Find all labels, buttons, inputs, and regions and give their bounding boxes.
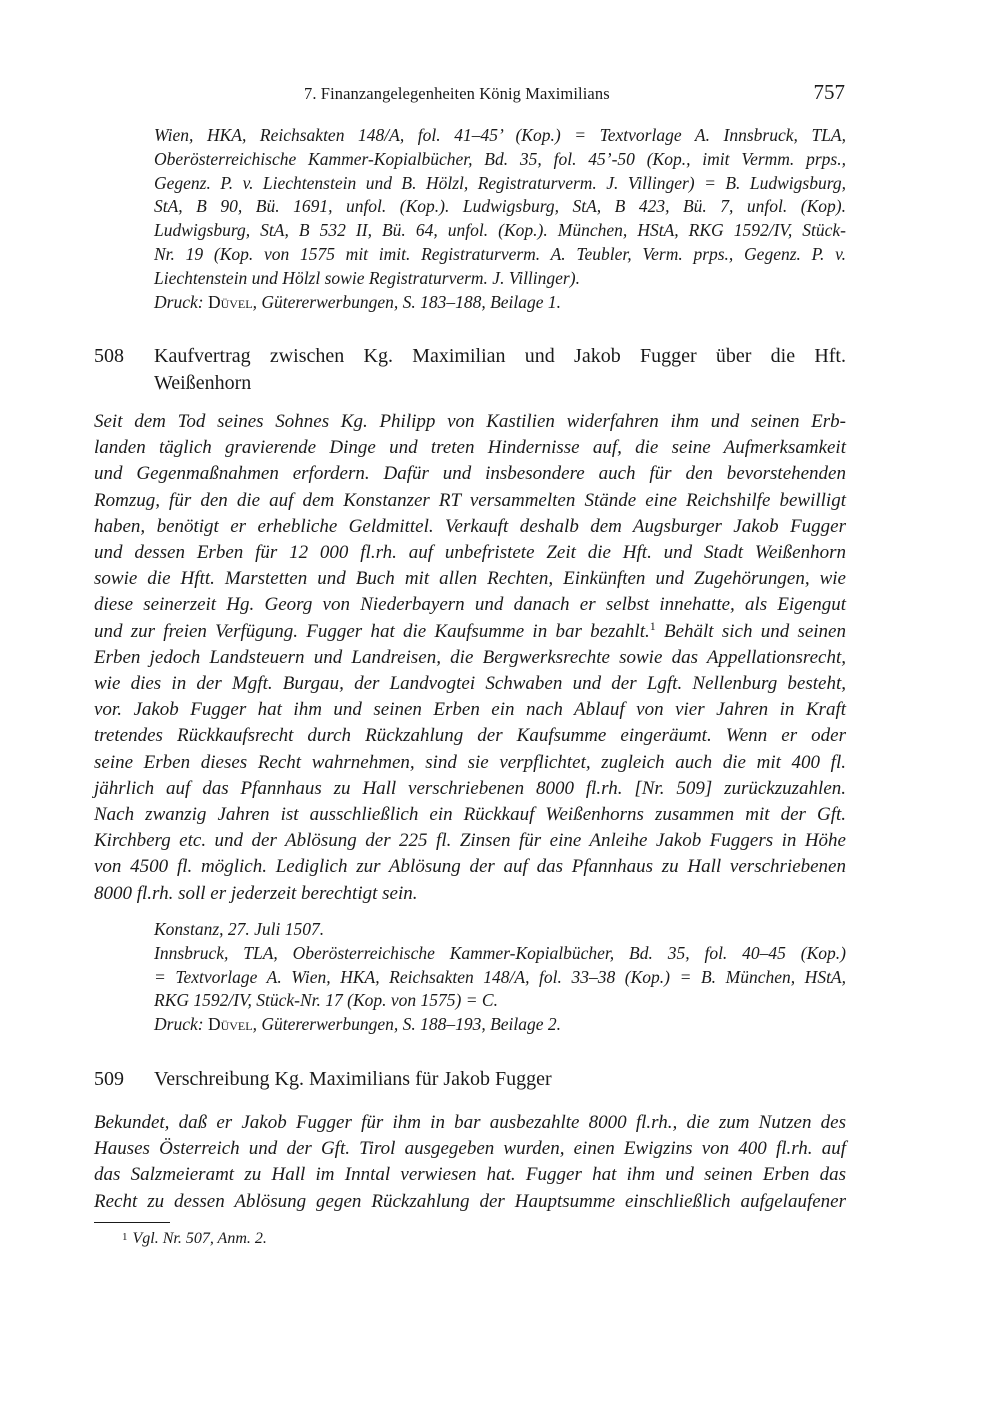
document-title-line: Kaufvertrag zwischen Kg. Maximilian und Jakob Fugger über die Hft. [154, 345, 846, 367]
summary-line: Nach zwanzig Jahren ist ausschließlich ein Rückkauf Weißenhorns zusammen mit der Gft. [94, 804, 846, 826]
source-line: Liechtenstein und Hölzl sowie Registraturverm. J. Villinger). [154, 267, 580, 288]
print-details: , Gütererwerbungen, S. 183–188, Beilage 1. [252, 291, 562, 312]
source-line: Oberösterreichische Kammer-Kopialbücher, Bd. 35, fol. 45’-50 (Kop., imit Vermm. prps., [154, 148, 846, 169]
document-508-dating-and-sources [154, 918, 846, 1037]
footnote-number: 1 [122, 1231, 128, 1243]
footnote-text: Vgl. Nr. 507, Anm. 2. [132, 1230, 267, 1247]
footnote [122, 1230, 267, 1248]
document-509-summary [94, 1110, 846, 1215]
summary-line: diese seinerzeit Hg. Georg von Niederbayern und danach er selbst innehatte, als Eigengut [94, 594, 846, 616]
document-number: 509 [94, 1068, 124, 1090]
summary-line-with-footnote [94, 619, 846, 645]
summary-line: 8000 fl.rh. soll er jederzeit berechtigt sein. [94, 882, 418, 904]
summary-line: landen täglich gravierende Dinge und treten Hindernisse auf, die seine Aufmerksamkeit [94, 437, 846, 459]
print-author: Düvel [207, 291, 253, 312]
source-line: RKG 1592/IV, Stück-Nr. 17 (Kop. von 1575) = C. [154, 990, 498, 1011]
print-label: Druck: [154, 1014, 204, 1035]
source-line: Wien, HKA, Reichsakten 148/A, fol. 41–45’ (Kop.) = Textvorlage A. Innsbruck, TLA, [154, 125, 846, 145]
summary-line: vor. Jakob Fugger hat ihm und seinen Erben ein nach Ablauf von vier Jahren in Kraft [94, 699, 846, 721]
summary-line: und Gegenmaßnahmen erfordern. Dafür und insbesondere auch für den bevorstehenden [94, 463, 846, 485]
print-reference [154, 1013, 846, 1037]
print-reference [154, 291, 846, 315]
footnote-reference[interactable]: 1 [649, 618, 656, 633]
summary-line: Kirchberg etc. und der Ablösung der 225 fl. Zinsen für eine Anleihe Jakob Fuggers in Höhe [94, 830, 846, 852]
summary-line: tretendes Rückkaufsrecht durch Rückzahlung der Kaufsumme eingeräumt. Wenn er oder [94, 725, 846, 747]
summary-line: das Salzmeieramt zu Hall im Inntal verwiesen hat. Fugger hat ihm und seinen Erben das [94, 1164, 846, 1186]
page-number: 757 [813, 80, 845, 104]
running-header-title: 7. Finanzangelegenheiten König Maximilians [304, 84, 610, 103]
dating-line: Konstanz, 27. Juli 1507. [154, 919, 325, 939]
source-line: Nr. 19 (Kop. von 1575 mit imit. Registraturverm. A. Teubler, Verm. prps., Gegenz. P. v. [154, 243, 846, 264]
document-509-heading [94, 1066, 846, 1094]
summary-line: haben, benötigt er erhebliche Geldmittel. Verkauft deshalb dem Augsburger Jakob Fugger [94, 515, 846, 537]
print-author: Düvel [207, 1014, 253, 1035]
summary-text: und zur freien Verfügung. Fugger hat die Kaufsumme in bar bezahlt. [94, 620, 650, 642]
footnote-separator [94, 1222, 170, 1223]
print-details: , Gütererwerbungen, S. 188–193, Beilage 2. [252, 1014, 562, 1035]
print-label: Druck: [154, 291, 204, 312]
source-line: Gegenz. P. v. Liechtenstein und B. Hölzl, Registraturverm. J. Villinger) = B. Ludwigsburg, [154, 172, 846, 193]
summary-line: jährlich auf das Pfannhaus zu Hall verschriebenen 8000 fl.rh. [Nr. 509] zurückzuzahlen. [94, 777, 846, 799]
summary-line: und dessen Erben für 12 000 fl.rh. auf unbefristete Zeit die Hft. und Stadt Weißenhorn [94, 542, 846, 564]
document-508-heading [94, 343, 846, 399]
summary-line: von 4500 fl. möglich. Lediglich zur Ablösung der auf das Pfannhaus zu Hall verschriebenen [94, 856, 846, 878]
summary-line: Hauses Österreich und der Gft. Tirol ausgegeben wurden, einen Ewigzins von 400 fl.rh. auf [94, 1138, 846, 1160]
document-508-summary [94, 409, 846, 907]
source-line: StA, B 90, Bü. 1691, unfol. (Kop.). Ludwigsburg, StA, B 423, Bü. 7, unfol. (Kop). [154, 196, 846, 217]
summary-line: Recht zu dessen Ablösung gegen Rückzahlung der Hauptsumme einschließlich aufgelaufener [94, 1190, 846, 1212]
summary-line: wie dies in der Mgft. Burgau, der Landvogtei Schwaben und der Lgft. Nellenburg besteht, [94, 673, 846, 695]
summary-line: Erben jedoch Landsteuern und Landreisen, die Bergwerksrechte sowie das Appellationsrecht, [94, 646, 846, 668]
summary-line: Romzug, für den die auf dem Konstanzer RT versammelten Stände eine Reichshilfe bewilligt [94, 489, 846, 511]
document-title-line: Weißenhorn [154, 372, 252, 394]
document-title: Verschreibung Kg. Maximilians für Jakob Fugger [154, 1068, 552, 1090]
previous-document-sources [154, 124, 846, 314]
summary-line: Bekundet, daß er Jakob Fugger für ihm in bar ausbezahlte 8000 fl.rh., die zum Nutzen des [94, 1112, 846, 1133]
source-line: = Textvorlage A. Wien, HKA, Reichsakten 148/A, fol. 33–38 (Kop.) = B. München, HStA, [154, 966, 846, 987]
summary-text: Behält sich und seinen [655, 620, 846, 642]
source-line: Ludwigsburg, StA, B 532 II, Bü. 64, unfol. (Kop.). München, HStA, RKG 1592/IV, Stück- [154, 220, 846, 241]
document-number: 508 [94, 345, 124, 367]
source-line: Innsbruck, TLA, Oberösterreichische Kammer-Kopialbücher, Bd. 35, fol. 40–45 (Kop.) [154, 942, 846, 963]
summary-line: sowie die Hftt. Marstetten und Buch mit allen Rechten, Einkünften und Zugehörungen, wie [94, 568, 846, 590]
summary-line: Seit dem Tod seines Sohnes Kg. Philipp von Kastilien widerfahren ihm und seinen Erb- [94, 411, 846, 432]
summary-line: seine Erben dieses Recht wahrnehmen, sind sie verpflichtet, zugleich auch die mit 400 fl. [94, 751, 846, 773]
document-title [154, 343, 846, 397]
